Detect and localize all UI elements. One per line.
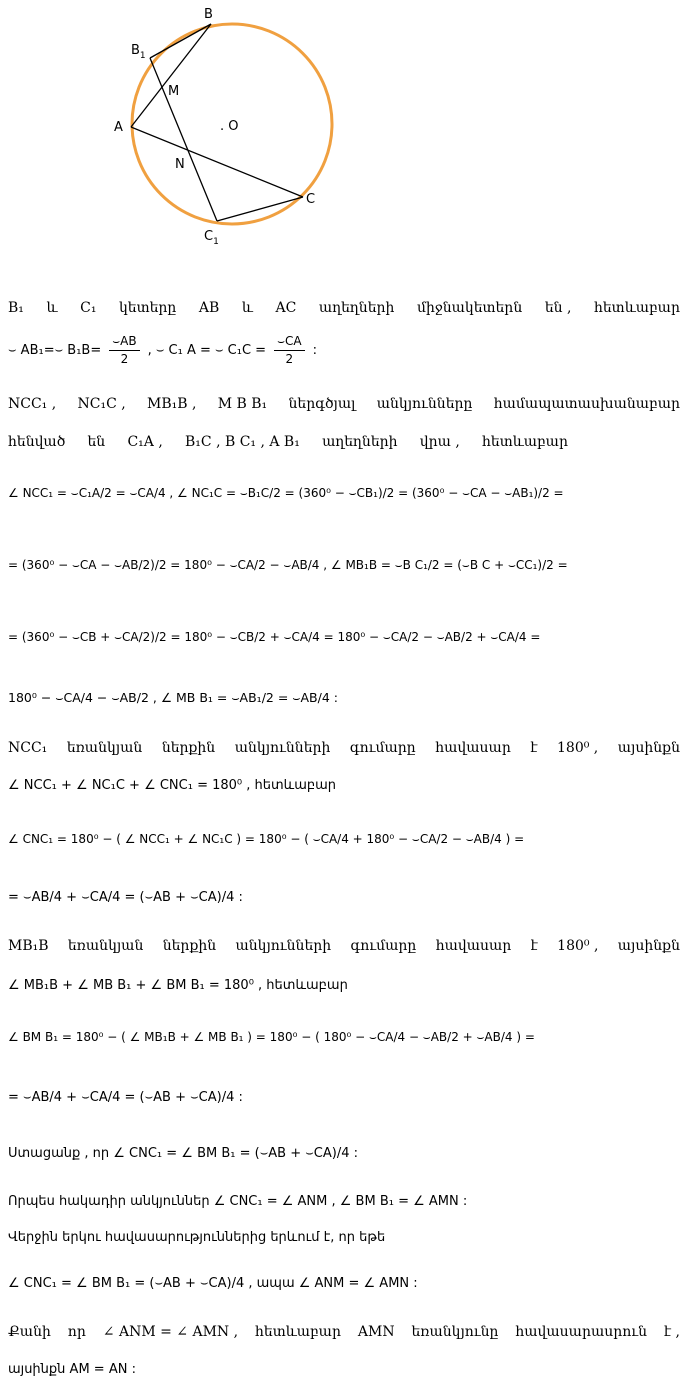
text-line-14: ∠ MB₁B + ∠ MB B₁ + ∠ BM B₁ = 180⁰ , հետևաբար <box>8 978 348 993</box>
label-m: M <box>168 84 180 99</box>
label-b1: $B_1$ <box>131 43 146 61</box>
text-line-15: ∠ BM B₁ = 180⁰ − ( ∠ MB₁B + ∠ MB B₁ ) = 180⁰ − ( 180⁰ − ⌣CA/4 − ⌣AB/2 + ⌣AB/4 ) = <box>8 1030 535 1044</box>
text-line-17: Ստացանք , որ ∠ CNC₁ = ∠ BM B₁ = (⌣AB + ⌣CA)/4 : <box>8 1146 358 1161</box>
chord-c1-c <box>217 197 303 221</box>
chord-a-c <box>131 127 303 197</box>
text-line-7: = (360⁰ − ⌣CB + ⌣CA/2)/2 = 180⁰ − ⌣CB/2 + ⌣CA/4 = 180⁰ − ⌣CA/2 − ⌣AB/2 + ⌣CA/4 = <box>8 630 541 644</box>
text-line-20: ∠ CNC₁ = ∠ BM B₁ = (⌣AB + ⌣CA)/4 , ապա ∠ ANM = ∠ AMN : <box>8 1276 418 1291</box>
text-line-16: = ⌣AB/4 + ⌣CA/4 = (⌣AB + ⌣CA)/4 : <box>8 1090 243 1105</box>
text-line-12: = ⌣AB/4 + ⌣CA/4 = (⌣AB + ⌣CA)/4 : <box>8 890 243 905</box>
chord-b1-b <box>150 24 211 58</box>
text-line-5: ∠ NCC₁ = ⌣C₁A/2 = ⌣CA/4 , ∠ NC₁C = ⌣B₁C/2 = (360⁰ − ⌣CB₁)/2 = (360⁰ − ⌣CA − ⌣AB₁)/2 = <box>8 486 564 500</box>
text-line-13: MB₁B եռանկյան ներքին անկյունների գումարը հավասար է 180⁰ , այսինքն <box>8 938 680 954</box>
text-line-21: Քանի որ ∠ ANM = ∠ AMN , հետևաբար AMN եռանկյունը հավասարասրուն է , <box>8 1324 680 1340</box>
label-o: . O <box>220 119 239 134</box>
text-line-10: ∠ NCC₁ + ∠ NC₁C + ∠ CNC₁ = 180⁰ , հետևաբար <box>8 778 337 793</box>
geometry-figure <box>0 0 691 260</box>
text-line-4: հենված են C₁A , B₁C , B C₁ , A B₁ աղեղների վրա , հետևաբար <box>8 434 568 450</box>
text-line-11: ∠ CNC₁ = 180⁰ − ( ∠ NCC₁ + ∠ NC₁C ) = 180⁰ − ( ⌣CA/4 + 180⁰ − ⌣CA/2 − ⌣AB/4 ) = <box>8 832 525 846</box>
label-c1: $C_1$ <box>204 229 219 247</box>
text-line-8: 180⁰ − ⌣CA/4 − ⌣AB/2 , ∠ MB B₁ = ⌣AB₁/2 = ⌣AB/4 : <box>8 690 338 705</box>
text-line-3: NCC₁ , NC₁C , MB₁B , M B B₁ ներգծյալ անկյունները համապատասխանաբար <box>8 396 680 412</box>
text-line-9: NCC₁ եռանկյան ներքին անկյունների գումարը հավասար է 180⁰ , այսինքն <box>8 740 680 756</box>
label-a: A <box>114 120 123 135</box>
text-line-1: B₁ և C₁ կետերը AB և AC աղեղների միջնակետերն են , հետևաբար <box>8 300 680 316</box>
label-c: C <box>306 192 316 207</box>
text-line-18: Որպես հակադիր անկյուններ ∠ CNC₁ = ∠ ANM , ∠ BM B₁ = ∠ AMN : <box>8 1194 468 1209</box>
label-b: B <box>204 7 213 22</box>
text-line-22: այսինքն AM = AN : <box>8 1362 136 1377</box>
text-line-19: Վերջին երկու հավասարություններից երևում է, որ եթե <box>8 1230 386 1245</box>
text-line-2: ⌣ AB₁=⌣ B₁B= $\frac{⌣AB}{2}$ , ⌣ C₁ A = ⌣ C₁C = $\frac{⌣CA}{2}$ : <box>8 334 317 366</box>
text-line-6: = (360⁰ − ⌣CA − ⌣AB/2)/2 = 180⁰ − ⌣CA/2 − ⌣AB/4 , ∠ MB₁B = ⌣B C₁/2 = (⌣B C + ⌣CC₁)/2 = <box>8 558 568 572</box>
label-n: N <box>175 157 185 172</box>
